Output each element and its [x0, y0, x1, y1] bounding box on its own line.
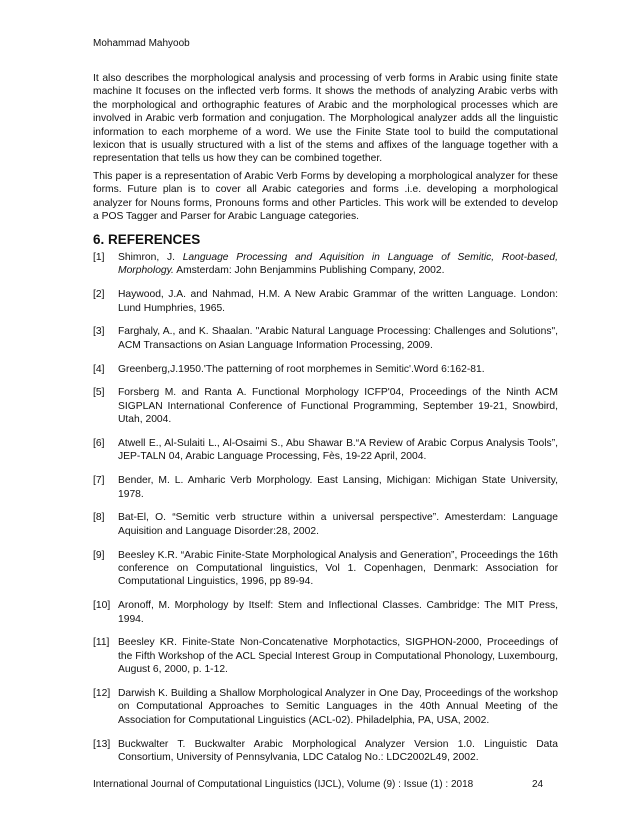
reference-text: Beesley KR. Finite-State Non-Concatenative Morphotactics, SIGPHON-2000, Proceedings of the Fifth Workshop of the ACL Special Interest Group in Computational Phonology, Luxembourg, August 6, 2000, p. 1-12.	[118, 637, 558, 676]
reference-text: Beesley K.R. “Arabic Finite-State Morphological Analysis and Generation”, Proceedings the 16th conference on Computational linguistics, Vol 1. Copenhagen, Denmark: Association for Computational Linguistics, 1996, pp 89-94.	[118, 549, 558, 588]
reference-number: [5]	[93, 387, 105, 399]
reference-number: [10]	[93, 600, 111, 612]
reference-text-part: Amsterdam: John Benjammins Publishing Company, 2002.	[173, 265, 445, 277]
reference-item	[93, 511, 558, 538]
reference-number: [11]	[93, 637, 110, 649]
reference-title-italic: Language Processing and Aquisition in Language of Semitic, Root-based, Morphology.	[118, 252, 558, 277]
reference-number: [2]	[93, 289, 105, 301]
reference-item	[93, 363, 558, 376]
reference-item	[93, 251, 558, 278]
reference-item	[93, 636, 558, 676]
reference-number: [9]	[93, 549, 105, 561]
reference-item	[93, 738, 558, 765]
reference-item	[93, 687, 558, 727]
reference-text-part: Shimron, J.	[118, 252, 183, 263]
reference-text: Farghaly, A., and K. Shaalan. "Arabic Natural Language Processing: Challenges and Solutions", ACM Transactions on Asian Language Information Processing, 2009.	[118, 326, 558, 351]
reference-number: [6]	[93, 438, 105, 450]
reference-text: Haywood, J.A. and Nahmad, H.M. A New Arabic Grammar of the written Language. London: Lund Humphries, 1965.	[118, 289, 558, 314]
references-list	[93, 251, 558, 775]
reference-text: Bat-El, O. “Semitic verb structure within a universal perspective”. Amesterdam: Language Aquisition and Language Disorder:28, 2002.	[118, 512, 558, 537]
reference-number: [12]	[93, 688, 111, 700]
reference-text: Buckwalter T. Buckwalter Arabic Morphological Analyzer Version 1.0. Linguistic Data Consortium, University of Pennsylvania, LDC Catalog No.: LDC2002L49, 2002.	[118, 738, 558, 764]
reference-number: [3]	[93, 326, 105, 338]
body-paragraph: It also describes the morphological analysis and processing of verb forms in Arabic using finite state machine It focuses on the inflected verb forms. It shows the methods of analyzing Arabic verbs with the morphological and orthographic features of Arabic and the morphological processes which are involved in Arabic verb formation and conjugation. The Morphological analyzer adds all the linguistic information to each morpheme of a word. We use the Finite State tool to build the computational lexicon that is usually structured with a list of the stems and affixes of the language together with a representation that tells us how they can be combined together.	[93, 73, 558, 165]
footer-journal-citation: International Journal of Computational Linguistics (IJCL), Volume (9) : Issue (1) : 2018	[93, 779, 474, 790]
reference-item	[93, 599, 558, 626]
reference-text: Bender, M. L. Amharic Verb Morphology. East Lansing, Michigan: Michigan State University, 1978.	[118, 475, 558, 500]
reference-text: Aronoff, M. Morphology by Itself: Stem and Inflectional Classes. Cambridge: The MIT Press, 1994.	[118, 600, 558, 625]
reference-text: Forsberg M. and Ranta A. Functional Morphology ICFP'04, Proceedings of the Ninth ACM SIGPLAN International Conference of Functional Programming, September 19-21, Snowbird, Utah, 2004.	[118, 387, 558, 426]
reference-text: Darwish K. Building a Shallow Morphological Analyzer in One Day, Proceedings of the workshop on Computational Approaches to Semitic Languages in the 40th Annual Meeting of the Association for Computational Linguistics (ACL-02). Philadelphia, PA, USA, 2002.	[118, 688, 558, 726]
reference-number: [13]	[93, 738, 111, 750]
reference-number: [1]	[93, 252, 105, 263]
page-number: 24	[532, 779, 544, 790]
reference-item	[93, 386, 558, 426]
reference-number: [8]	[93, 512, 105, 524]
reference-text	[118, 251, 558, 278]
references-heading: 6. REFERENCES	[93, 232, 201, 247]
reference-number: [7]	[93, 475, 105, 487]
reference-item	[93, 474, 558, 501]
body-paragraph: This paper is a representation of Arabic Verb Forms by developing a morphological analyzer for these forms. Future plan is to cover all Arabic categories and forms .i.e. developing a morphological analyzer for Nouns forms, Pronouns forms and other Particles. This work will be extended to develop a POS Tagger and Parser for Arabic Language categories.	[93, 171, 558, 223]
reference-item	[93, 288, 558, 315]
running-header-author: Mohammad Mahyoob	[93, 38, 190, 49]
reference-item	[93, 549, 558, 589]
reference-text: Atwell E., Al-Sulaiti L., Al-Osaimi S., Abu Shawar B.“A Review of Arabic Corpus Analysis Tools”, JEP-TALN 04, Arabic Language Processing, Fès, 19-22 April, 2004.	[118, 438, 558, 463]
reference-number: [4]	[93, 363, 105, 375]
reference-item	[93, 437, 558, 464]
reference-item	[93, 325, 558, 352]
reference-text: Greenberg,J.1950.'The patterning of root morphemes in Semitic'.Word 6:162-81.	[118, 363, 485, 375]
